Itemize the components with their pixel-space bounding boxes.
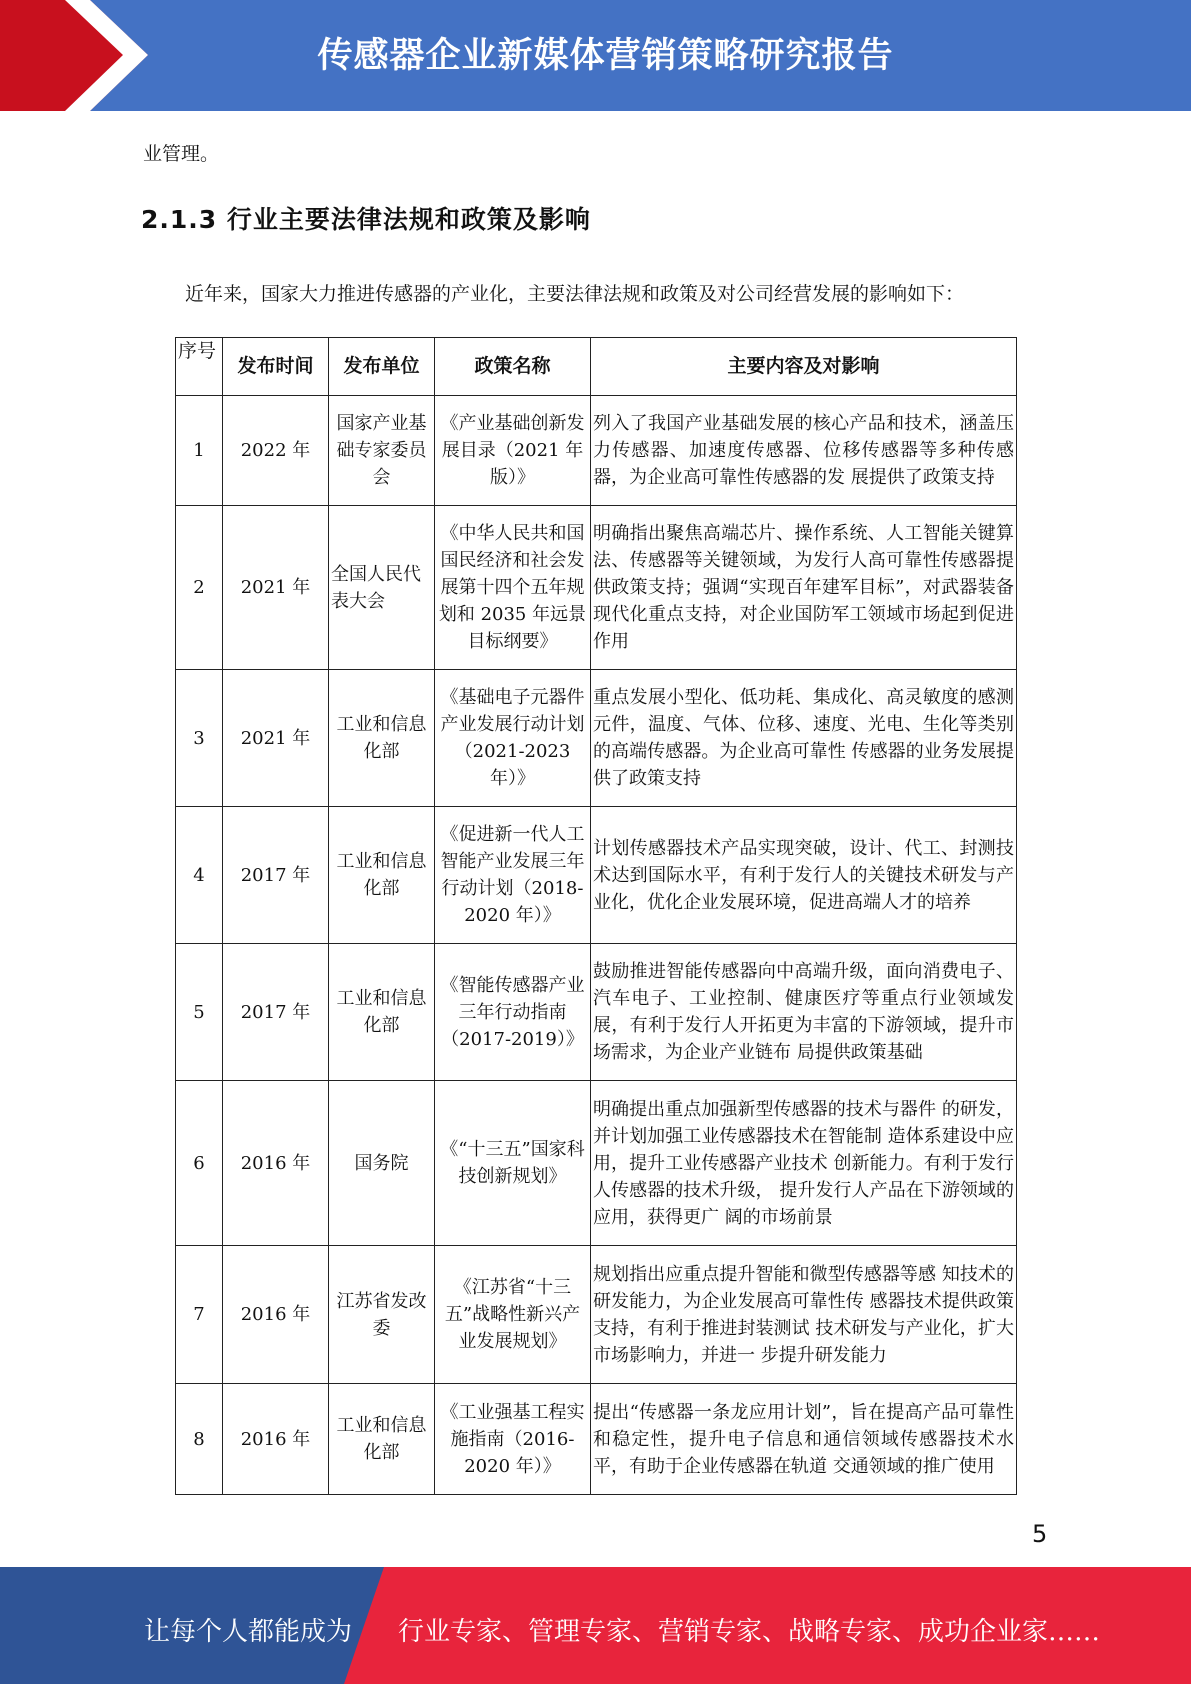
table-row [176, 807, 1017, 944]
report-title: 传感器企业新媒体营销策略研究报告 [317, 36, 894, 76]
footer-slogan-right: 行业专家、管理专家、营销专家、战略专家、成功企业家…… [398, 1617, 1101, 1647]
cell-seq: 5 [176, 944, 223, 1081]
section-heading: 2.1.3 行业主要法律法规和政策及影响 [141, 205, 591, 234]
cell-date: 2017 年 [223, 807, 329, 944]
cell-date: 2022 年 [223, 396, 329, 506]
cell-content: 重点发展小型化、低功耗、集成化、高灵敏度的感测元件，温度、气体、位移、速度、光电、生化等类别的高端传感器。为企业高可靠性 传感器的业务发展提供了政策支持 [591, 670, 1017, 807]
footer-banner [0, 1567, 1191, 1684]
cell-date: 2016 年 [223, 1246, 329, 1384]
table-row [176, 1246, 1017, 1384]
cell-issuer: 国家产业基础专家委员会 [329, 396, 435, 506]
cell-policy: 《智能传感器产业三年行动指南（2017-2019）》 [435, 944, 591, 1081]
cell-seq: 3 [176, 670, 223, 807]
header-policy: 政策名称 [435, 338, 591, 396]
table-row [176, 1384, 1017, 1495]
cell-seq: 8 [176, 1384, 223, 1495]
table-row [176, 396, 1017, 506]
cell-date: 2016 年 [223, 1081, 329, 1246]
cell-issuer: 工业和信息化部 [329, 670, 435, 807]
cell-seq: 6 [176, 1081, 223, 1246]
cell-policy: 《江苏省“十三五”战略性新兴产业发展规划》 [435, 1246, 591, 1384]
cell-policy: 《产业基础创新发展目录（2021 年版）》 [435, 396, 591, 506]
cell-date: 2021 年 [223, 506, 329, 670]
table-row [176, 1081, 1017, 1246]
table-row [176, 670, 1017, 807]
cell-date: 2021 年 [223, 670, 329, 807]
header-date: 发布时间 [223, 338, 329, 396]
cell-seq: 4 [176, 807, 223, 944]
footer-slogan-left: 让每个人都能成为 [144, 1617, 353, 1647]
intro-paragraph: 近年来，国家大力推进传感器的产业化，主要法律法规和政策及对公司经营发展的影响如下： [185, 283, 965, 305]
page-number: 5 [1032, 1520, 1048, 1548]
cell-issuer: 工业和信息化部 [329, 944, 435, 1081]
header-content: 主要内容及对影响 [591, 338, 1017, 396]
cell-seq: 2 [176, 506, 223, 670]
cell-seq: 1 [176, 396, 223, 506]
cell-seq: 7 [176, 1246, 223, 1384]
cell-issuer: 工业和信息化部 [329, 807, 435, 944]
cell-content: 列入了我国产业基础发展的核心产品和技术，涵盖压力传感器、加速度传感器、位移传感器等多种传感器，为企业高可靠性传感器的发 展提供了政策支持 [591, 396, 1017, 506]
cell-content: 鼓励推进智能传感器向中高端升级，面向消费电子、汽车电子、工业控制、健康医疗等重点行业领域发展，有利于发行人开拓更为丰富的下游领域，提升市场需求，为企业产业链布 局提供政策基础 [591, 944, 1017, 1081]
table-header-row [176, 338, 1017, 396]
cell-policy: 《促进新一代人工智能产业发展三年行动计划（2018-2020 年）》 [435, 807, 591, 944]
cell-issuer: 国务院 [329, 1081, 435, 1246]
cell-content: 明确提出重点加强新型传感器的技术与器件 的研发，并计划加强工业传感器技术在智能制 造体系建设中应用，提升工业传感器产业技术 创新能力。有利于发行人传感器的技术升级， 提升发行人产品在下游领域的应用，获得更广 阔的市场前景 [591, 1081, 1017, 1246]
cell-policy: 《中华人民共和国国民经济和社会发展第十四个五年规划和 2035 年远景目标纲要》 [435, 506, 591, 670]
cell-issuer: 工业和信息化部 [329, 1384, 435, 1495]
policy-table [175, 337, 1017, 1495]
header-seq: 序号 [176, 338, 223, 396]
cell-issuer: 江苏省发改委 [329, 1246, 435, 1384]
cell-content: 规划指出应重点提升智能和微型传感器等感 知技术的研发能力，为企业发展高可靠性传 感器技术提供政策支持，有利于推进封装测试 技术研发与产业化，扩大市场影响力，并进一 步提升研发能力 [591, 1246, 1017, 1384]
cell-issuer: 全国人民代表大会 [329, 506, 435, 670]
cell-policy: 《“十三五”国家科技创新规划》 [435, 1081, 591, 1246]
cell-date: 2016 年 [223, 1384, 329, 1495]
cell-content: 提出“传感器一条龙应用计划”，旨在提高产品可靠性和稳定性，提升电子信息和通信领域传感器技术水平，有助于企业传感器在轨道 交通领域的推广使用 [591, 1384, 1017, 1495]
table-row [176, 506, 1017, 670]
table-row [176, 944, 1017, 1081]
header-banner [0, 0, 1191, 111]
continued-text: 业管理。 [143, 143, 220, 165]
cell-policy: 《工业强基工程实施指南（2016-2020 年）》 [435, 1384, 591, 1495]
cell-content: 计划传感器技术产品实现突破，设计、代工、封测技术达到国际水平，有利于发行人的关键技术研发与产业化，优化企业发展环境，促进高端人才的培养 [591, 807, 1017, 944]
header-issuer: 发布单位 [329, 338, 435, 396]
cell-content: 明确指出聚焦高端芯片、操作系统、人工智能关键算法、传感器等关键领域，为发行人高可靠性传感器提供政策支持；强调“实现百年建军目标”，对武器装备现代化重点支持，对企业国防军工领域市场起到促进作用 [591, 506, 1017, 670]
cell-policy: 《基础电子元器件产业发展行动计划（2021-2023 年）》 [435, 670, 591, 807]
cell-date: 2017 年 [223, 944, 329, 1081]
